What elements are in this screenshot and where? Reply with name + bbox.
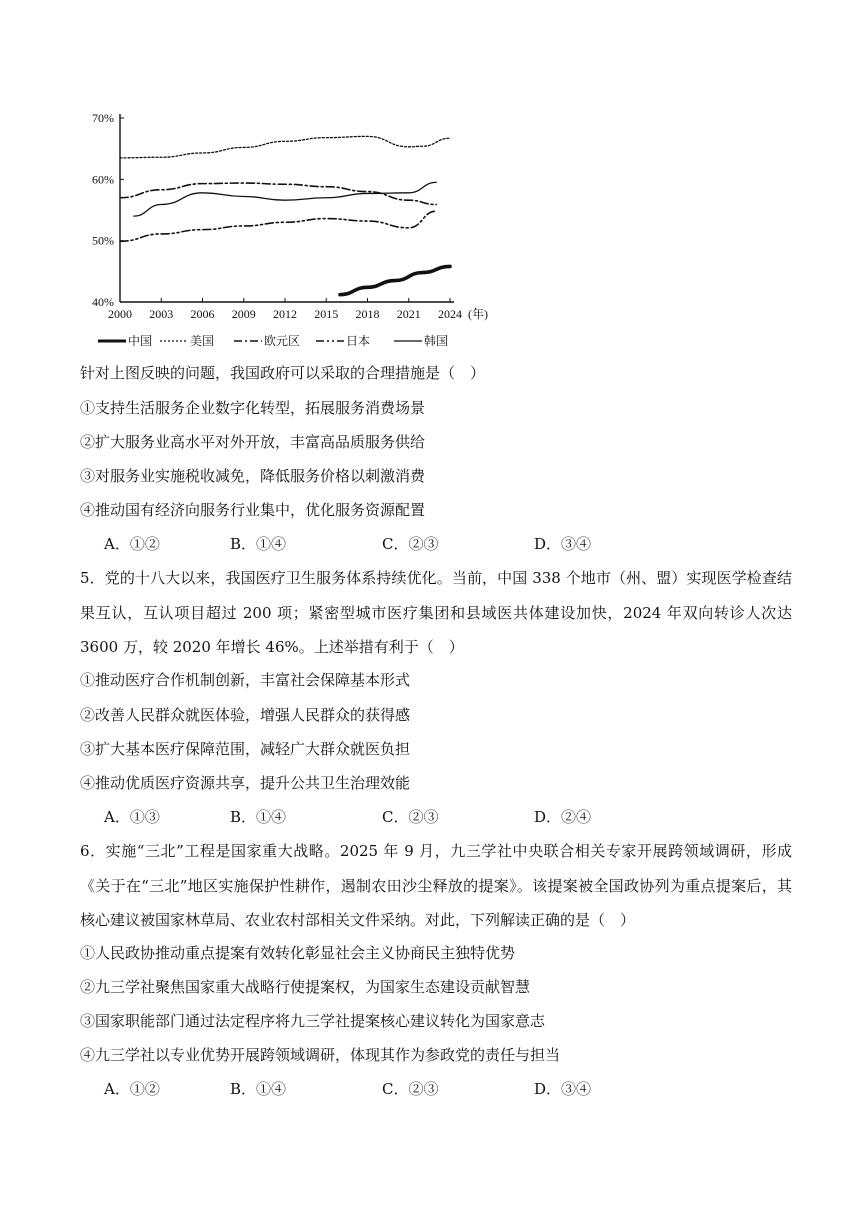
y-tick-label: 40% [92, 295, 114, 309]
chart [70, 96, 530, 358]
x-unit-label: (年) [468, 307, 488, 321]
legend-label-4: 韩国 [424, 334, 449, 348]
q5-option-b[interactable]: B．①④ [230, 808, 287, 826]
q5-item-3: ③扩大基本医疗保障范围，减轻广大群众就医负担 [80, 740, 411, 758]
q5-stem: 5．党的十八大以来，我国医疗卫生服务体系持续优化。当前，中国 338 个地市（州、盟）实现医学检查结果互认，互认项目超过 200 项；紧密型城市医疗集团和县域医共体建设加快，2024 年双向转诊人次达 3600 万，较 2020 年增长 46%。上述举措有利于（ ） [80, 569, 792, 656]
q5-item-1: ①推动医疗合作机制创新，丰富社会保障基本形式 [80, 671, 411, 689]
series-line-0 [340, 266, 450, 294]
y-tick-label: 60% [92, 172, 114, 187]
q4-item-3: ③对服务业实施税收减免，降低服务价格以刺激消费 [80, 467, 426, 485]
q6-item-2: ②九三学社聚焦国家重大战略行使提案权，为国家生态建设贡献智慧 [80, 978, 531, 996]
q5-option-d[interactable]: D．②④ [534, 808, 592, 826]
series-line-1 [120, 136, 450, 157]
q4-option-d[interactable]: D．③④ [534, 535, 592, 553]
legend-label-0: 中国 [128, 334, 153, 348]
series-line-3 [120, 211, 436, 241]
q6-item-3: ③国家职能部门通过法定程序将九三学社提案核心建议转化为国家意志 [80, 1012, 546, 1030]
q4-option-a[interactable]: A．①② [104, 535, 160, 553]
q6-option-b[interactable]: B．①④ [230, 1080, 287, 1098]
q6-stem: 6．实施“三北”工程是国家重大战略。2025 年 9 月，九三学社中央联合相关专家开展跨领域调研，形成《关于在“三北”地区实施保护性耕作，遏制农田沙尘释放的提案》。该提案被全国政协列为重点提案后，其核心建议被国家林草局、农业农村部相关文件采纳。对此，下列解读正确的是（ ） [80, 842, 792, 929]
q6-option-d[interactable]: D．③④ [534, 1080, 592, 1098]
q4-item-4: ④推动国有经济向服务行业集中，优化服务资源配置 [80, 501, 426, 519]
x-tick-label: 2000 [108, 307, 132, 321]
x-tick-label: 2015 [314, 307, 339, 321]
x-tick-label: 2012 [273, 307, 297, 321]
q5-item-2: ②改善人民群众就医体验，增强人民群众的获得感 [80, 706, 411, 724]
y-tick-label: 70% [92, 111, 114, 125]
q6-option-c[interactable]: C．②③ [382, 1080, 439, 1098]
q5-item-4: ④推动优质医疗资源共享，提升公共卫生治理效能 [80, 774, 411, 792]
q6-option-a[interactable]: A．①② [104, 1080, 160, 1098]
q6-item-4: ④九三学社以专业优势开展跨领域调研，体现其作为参政党的责任与担当 [80, 1046, 561, 1064]
q6-item-1: ①人民政协推动重点提案有效转化彰显社会主义协商民主独特优势 [80, 944, 516, 962]
q5-option-c[interactable]: C．②③ [382, 808, 439, 826]
q4-stem: 针对上图反映的问题，我国政府可以采取的合理措施是（ ） [80, 364, 486, 382]
line-chart [70, 96, 530, 358]
q4-item-1: ①支持生活服务企业数字化转型，拓展服务消费场景 [80, 399, 426, 417]
legend-label-2: 欧元区 [264, 334, 301, 348]
q4-option-c[interactable]: C．②③ [382, 535, 439, 553]
x-tick-label: 2003 [149, 307, 174, 321]
y-tick-label: 50% [92, 233, 114, 248]
x-tick-label: 2018 [355, 307, 380, 321]
x-tick-label: 2009 [231, 307, 256, 321]
q4-option-b[interactable]: B．①④ [230, 535, 287, 553]
q4-item-2: ②扩大服务业高水平对外开放，丰富高品质服务供给 [80, 433, 426, 451]
x-tick-label: 2006 [190, 307, 215, 321]
legend-label-3: 日本 [346, 334, 371, 348]
legend-label-1: 美国 [190, 334, 215, 348]
x-tick-label: 2021 [396, 307, 421, 321]
x-tick-label: 2024 [438, 307, 462, 321]
q5-option-a[interactable]: A．①③ [104, 808, 160, 826]
